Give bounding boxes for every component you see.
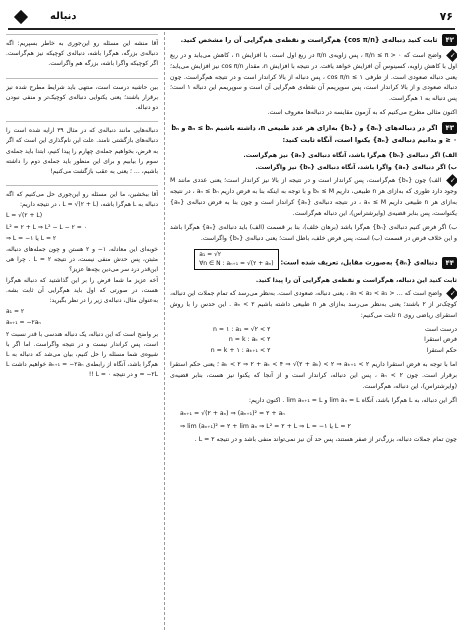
induction-expr: n = k + ۱ : aₖ₊₁ < ۲ (210, 347, 271, 355)
side-equation: aₙ₊₁ = −۲aₙ (6, 319, 41, 327)
side-equation: L² = ۲ + L ⇒ L² − L − ۲ = ۰ (6, 223, 87, 231)
solution-paragraph: اما با توجه به فرض استقرا داریم aₖ < ۲ ⇒ ۲ + aₖ < ۴ ⇒ √(۲ + aₖ) < ۲ ⇒ aₖ₊₁ < ۲ ؛ یعنی حکم استقرا برقرار است. چون aₙ < ۲ ، پس این دنباله، کراندار است و از آنجا که یکنوا نیز هست، بنابر قضیه‌ی (وایرشتراس)، این دنباله، هم‌گراست. (170, 361, 457, 390)
side-equation: a₁ = ۲ (6, 308, 25, 316)
page-number: ۷۶ (439, 10, 453, 23)
side-equation: ⇒ L = −۱ یا L = ۲ (6, 234, 57, 242)
problem-42 (170, 34, 457, 47)
induction-row (170, 346, 457, 357)
diamond-icon (14, 10, 28, 24)
conclusion-paragraph: چون تمام جملات دنباله، بزرگ‌تر از صفر هستند، پس حد آن نیز نمی‌تواند منفی باشد و در نتیجه L = ۲ . (194, 436, 457, 444)
induction-row (170, 325, 457, 336)
column-divider (164, 32, 165, 630)
check-icon: ✓ (446, 287, 457, 300)
solution-paragraph: ✓ الف) چون {bₙ} هم‌گراست، پس کراندار است و در نتیجه از بالا نیز کراندار است؛ یعنی عددی مانند M وجود دارد طوری که به‌ازای هر n طبیعی، داریم bₙ ≤ M و با توجه به اینکه بنا به فرض داریم aₙ ≤ bₙ ، در نتیجه به‌ازای هر n طبیعی داریم aₙ ≤ M ، در نتیجه دنباله‌ی {aₙ} کراندار است و چون بنا به فرض دنباله‌ی {aₙ} یکنواست، پس بنابر قضیه‌ی (وایرشتراس)، این دنباله هم‌گراست. (170, 176, 457, 217)
problem-number: ۴۴ (442, 257, 457, 269)
recurrence-box (194, 249, 278, 270)
main-column (170, 34, 457, 630)
problem-number: ۴۲ (442, 34, 457, 46)
induction-row (170, 335, 457, 346)
induction-label: درست است (425, 325, 457, 333)
side-note: آقا منشه این مسئله رو این‌جوری به خاطر بسپریم: اگه دنباله‌ی بزرگه، هم‌گرا باشه، دنباله‌ی کوچیکه نیز هم‌گراست. اگر کوچیکه واگرا باشه، بزرگه هم واگراست. (6, 34, 158, 70)
solution-paragraph: اکنون مثالی مطرح می‌کنیم که به آزمون مقایسه در دنباله‌ها معروف است. (267, 109, 457, 117)
problem-44 (170, 247, 457, 272)
solution-paragraph: ✓ واضح است که ۰ < π/n ≤ π ، پس زاویه‌ی π/n در ربع اول است. با افزایش n ، کاهش می‌یابد و در ربع اول با کاهش زاویه، کسینوس آن افزایش خواهد یافت. در نتیجه با افزایش n، مقدار cos π/n نیز افزایش می‌یابد؛ یعنی دنباله صعودی است. از طرفی ۱ ≥ cos π/n ، پس دنباله از بالا کراندار است و در نتیجه هم‌گراست. چون دنباله صعودی و از بالا کراندار است، پس سوپریمم آن نقطه‌ی هم‌گرایی آن است و سوپریمم این دنباله ۱ است؛ پس دنباله به ۱ هم‌گراست. (170, 50, 457, 103)
problem-statement: دنباله‌ی {aₙ} به‌صورت مقابل، تعریف شده است: (280, 258, 438, 267)
running-title: دنباله (50, 11, 77, 22)
recurrence-initial: a₁ = √۲ (199, 251, 222, 259)
problem-43 (170, 122, 457, 147)
equation-line: ⇒ lim (aₙ₊₁)² = ۲ + lim aₙ ⇒ L² = ۲ + L ⇒ L = −۱ یا L = ۲ (180, 423, 351, 431)
induction-table (170, 325, 457, 358)
side-notes-column (6, 34, 158, 630)
problem-part-b: ب) اگر دنباله‌ی {aₙ} واگرا باشد، آنگاه دنباله‌ی {bₙ} نیز واگراست. (255, 164, 457, 172)
induction-label: حکم استقرا (426, 347, 457, 355)
check-icon: ✓ (446, 174, 457, 187)
page-header (8, 8, 455, 30)
problem-statement: ثابت کنید دنباله‌ی {cos π/n} هم‌گراست و نقطه‌ی هم‌گرایی آن را مشخص کنید. (180, 36, 438, 44)
solution-paragraph: ✓ واضح است که … < a₃ < a₂ < a₁ ، یعنی دنباله، صعودی است. به‌نظر می‌رسد که تمام جملات این دنباله، کوچک‌تر از ۲ باشند؛ یعنی به‌نظر می‌رسد به‌ازای هر n طبیعی داشته باشیم aₙ < ۲ . این حدس را با روش استقرای ریاضی روی n ثابت می‌کنیم: (170, 288, 457, 319)
side-note: بین حاشیه درست است، منتهی باید شرایط مطرح شده نیز برقرار باشند؛ یعنی یکنوایی دنباله‌ی کوچیک‌تر و منفی نبودن دو دنباله. (6, 78, 158, 114)
problem-statement-2: ثابت کنید این دنباله، هم‌گراست و نقطه‌ی هم‌گرایی آن را پیدا کنید. (255, 277, 457, 285)
problem-number: ۴۳ (442, 122, 457, 134)
check-icon: ✓ (446, 49, 457, 62)
side-equation: L = √(۲ + L) (6, 212, 43, 220)
side-note: آقا ببخشین، ما این مسئله رو این‌جوری حل می‌کنیم که اگه دنباله به L هم‌گرا باشه، L = √(۲ + L) ، در نتیجه داریم: L = √(۲ + L) L² = ۲ + L ⇒ L² − L − ۲ = ۰ ⇒ L = −۱ یا L = ۲ خوبه‌ای این معادله، ۱− و ۲ هستن و چون جمله‌های دنباله، مثبتن، پس حدش منفی نیست، در نتیجه L = ۲ . چرا هی این‌قدر درد سر می‌دین بچه‌ها عزیز؟ آخه عزیز ما شما فرض را بر این گذاشتید که دنباله هم‌گرا هست، در صورتی که اول باید هم‌گرایی آن ثابت بشه. به‌عنوان مثال، دنباله‌ی زیر را در نظر بگیرید: a₁ = ۲ aₙ₊₁ = −۲aₙ بر واضح است که این دنباله، یک دنباله هندسی با قدر نسبت ۲ است، پس کراندار نیست و در نتیجه واگراست. اما اگر با شیوه‌ی شما مسئله را حل کنیم، بیان می‌شد که دنباله به L هم‌گرا باشد، آنگاه از رابطه‌ی aₙ₊₁ = −۲aₙ خواهیم داشت L = −۲L و در نتیجه L = ۰ !! (6, 185, 158, 380)
recurrence-rule: ∀n ∈ N : aₙ₊₁ = √(۲ + aₙ) (199, 259, 274, 267)
solution-paragraph: ب) اگر فرض کنیم دنباله‌ی {bₙ} هم‌گرا باشد (برهان خلف)، بنا بر قسمت (الف) باید دنباله‌ی {aₙ} هم‌گرا باشد و این خلاف فرض در قسمت (ب) است، پس فرض خلف، باطل است؛ یعنی دنباله‌ی {bₙ} واگراست. (170, 223, 457, 242)
solution-paragraph: اگر این دنباله، به L هم‌گرا باشد، آنگاه lim aₙ = L و lim aₙ₊₁ = L . اکنون داریم: (248, 396, 457, 404)
induction-label: فرض استقرا (424, 336, 457, 344)
problem-statement: اگر در دنباله‌های {aₙ} و {bₙ} به‌ازای هر عدد طبیعی n، داشته باشیم aₙ ≤ bₙ و bₙ ≥ ۰ و بدانیم دنباله‌ی {aₙ} یکنوا است، آنگاه ثابت کنید: (171, 123, 457, 144)
induction-expr: n = ۱ : a₁ = √۲ < ۲ (212, 325, 271, 333)
equation-line: aₙ₊₁ = √(۲ + aₙ) ⇒ (aₙ₊₁)² = ۲ + aₙ (180, 410, 285, 418)
problem-part-a: الف) اگر دنباله‌ی {bₙ} هم‌گرا باشد، آنگاه دنباله‌ی {aₙ} نیز هم‌گراست. (243, 151, 457, 159)
side-note: دنباله‌هایی مانند دنباله‌ی که در مثال ۳۹ ارایه شده است را دنباله‌های بازگشتی نامند. علت این نام‌گذاری این است که اگر به فرض، بخواهیم جمله‌ی چهارم را پیدا کنیم، ابتدا باید جمله‌ی سوم را بیابیم و برای این منظور باید جمله‌ی دوم را داشته باشیم، … ؛ یعنی به عقب بازگشت می‌کنیم! (6, 121, 158, 177)
induction-expr: n = k : aₖ < ۲ (228, 336, 271, 344)
